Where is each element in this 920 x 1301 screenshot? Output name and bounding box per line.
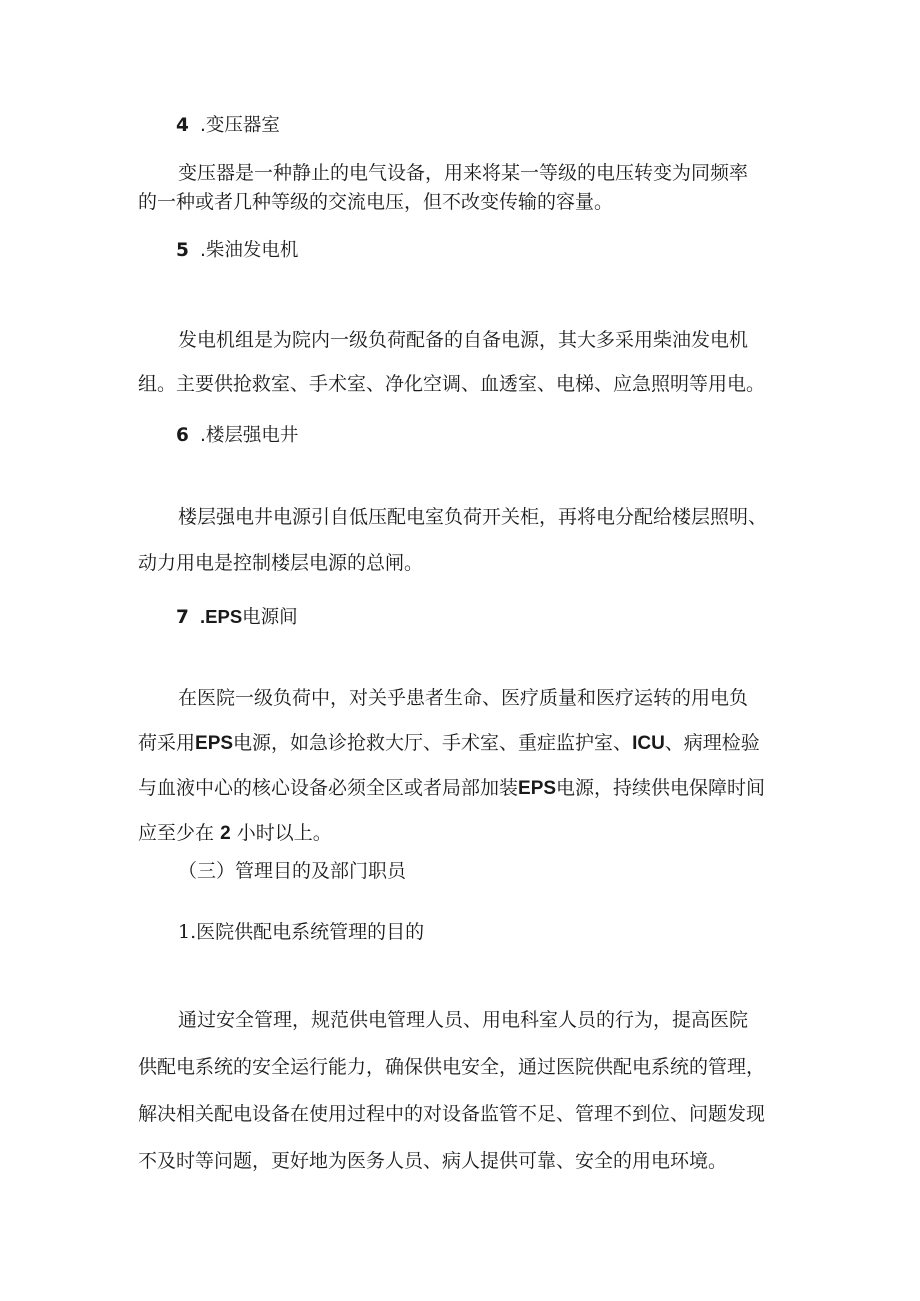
section-6-heading <box>176 421 298 447</box>
purpose-body <box>138 997 766 1185</box>
paragraph-line: 在医院一级负荷中，对关乎患者生命、医疗质量和医疗运转的用电负 <box>178 687 749 709</box>
paragraph-line: 动力用电是控制楼层电源的总闸。 <box>138 552 424 574</box>
section-title-prefix: .EPS <box>200 606 243 627</box>
section-5-heading <box>176 236 298 262</box>
paragraph-line: 楼层强电井电源引自低压配电室负荷开关柜，再将电分配给楼层照明、 <box>178 506 768 528</box>
section-4-heading <box>176 111 280 137</box>
section-title: .变压器室 <box>200 115 280 136</box>
paragraph-line: 供配电系统的安全运行能力，确保供电安全，通过医院供配电系统的管理， <box>138 1056 766 1078</box>
paragraph-line: 发电机组是为院内一级负荷配备的自备电源，其大多采用柴油发电机 <box>178 329 749 351</box>
paragraph-line: 应至少在 2 小时以上。 <box>138 822 332 844</box>
paragraph-line: 与血液中心的核心设备必须全区或者局部加装EPS电源，持续供电保障时间 <box>138 777 766 799</box>
section-7-body <box>138 676 766 856</box>
section-6-body <box>138 494 768 586</box>
paragraph-line: 荷采用EPS电源，如急诊抢救大厅、手术室、重症监护室、ICU、病理检验 <box>138 732 760 754</box>
section-4-body <box>138 159 749 217</box>
section-7-heading <box>176 603 298 629</box>
section-number: 5 <box>176 240 189 261</box>
paragraph-line: 不及时等问题，更好地为医务人员、病人提供可靠、安全的用电环境。 <box>138 1150 728 1172</box>
item-title: 1.医院供配电系统管理的目的 <box>178 921 425 943</box>
section-number: 4 <box>176 115 189 136</box>
section-5-body <box>138 318 766 406</box>
section-title: .柴油发电机 <box>200 240 299 261</box>
paragraph-line: 解决相关配电设备在使用过程中的对设备监管不足、管理不到位、问题发现 <box>138 1103 766 1125</box>
section-number: 6 <box>176 425 189 446</box>
paragraph-line: 组。主要供抢救室、手术室、净化空调、血透室、电梯、应急照明等用电。 <box>138 373 766 395</box>
subsection-title: （三）管理目的及部门职员 <box>178 860 407 882</box>
paragraph-line: 变压器是一种静止的电气设备，用来将某一等级的电压转变为同频率 <box>178 162 749 184</box>
section-title: 电源间 <box>242 607 298 628</box>
section-title: .楼层强电井 <box>200 425 299 446</box>
paragraph-line: 的一种或者几种等级的交流电压，但不改变传输的容量。 <box>138 191 614 213</box>
section-number: 7 <box>176 607 189 628</box>
paragraph-line: 通过安全管理，规范供电管理人员、用电科室人员的行为，提高医院 <box>178 1009 749 1031</box>
